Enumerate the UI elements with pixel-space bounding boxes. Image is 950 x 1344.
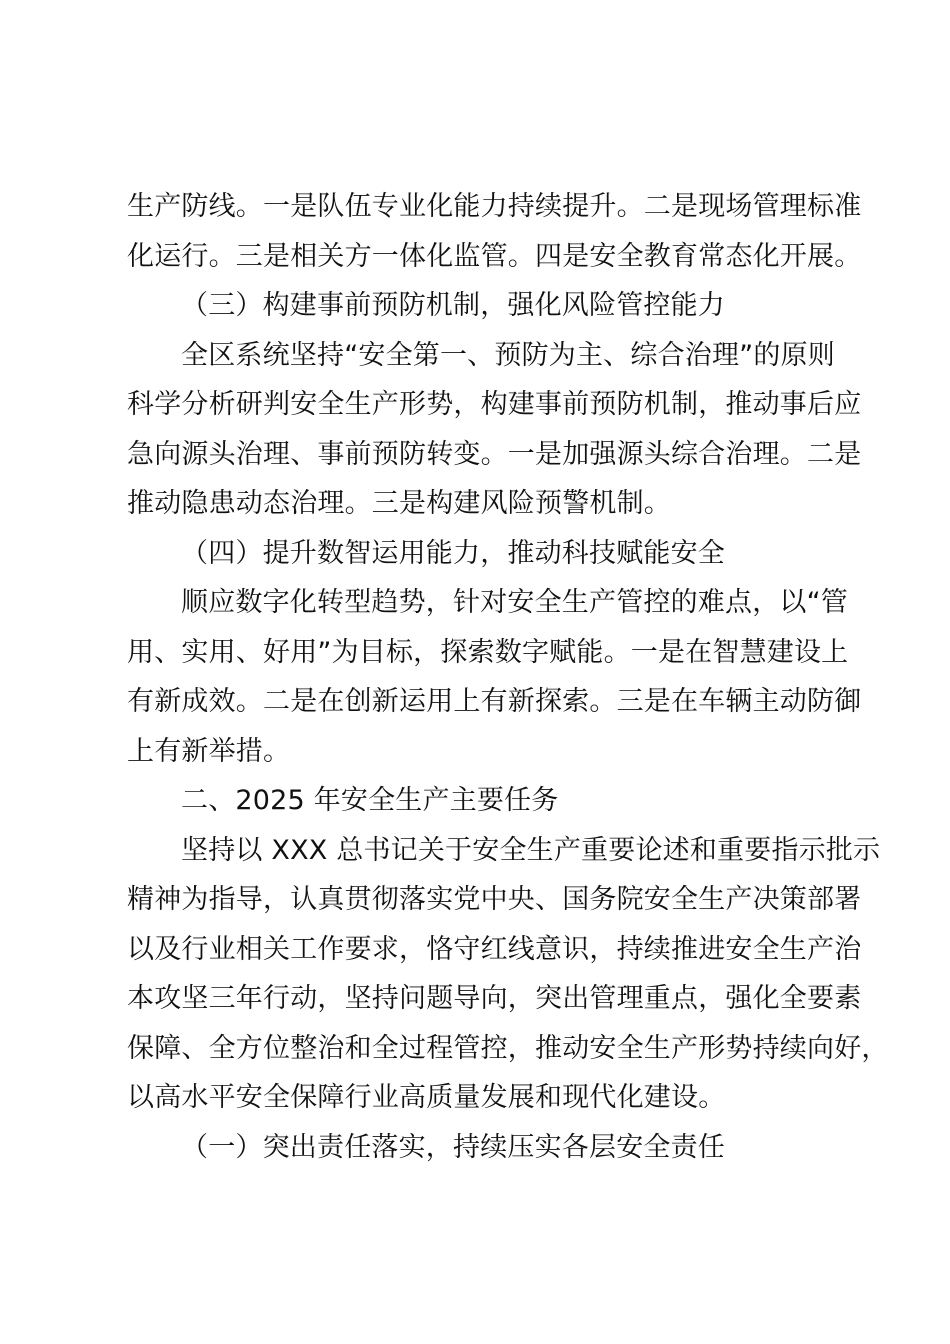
chapter-heading: 二、2025 年安全生产主要任务 xyxy=(181,785,559,816)
paragraph-first-line: 全区系统坚持“安全第一、预防为主、综合治理”的原则 xyxy=(181,339,835,371)
text-line: 用、实用、好用”为目标，探索数字赋能。一是在智慧建设上 xyxy=(127,636,849,668)
text-line: 以及行业相关工作要求，恪守红线意识，持续推进安全生产治 xyxy=(127,933,862,965)
text-line: 化运行。三是相关方一体化监管。四是安全教育常态化开展。 xyxy=(127,240,862,272)
text-line: 上有新举措。 xyxy=(127,735,291,767)
text-line: 本攻坚三年行动，坚持问题导向，突出管理重点，强化全要素 xyxy=(127,983,862,1014)
paragraph-first-line: 顺应数字化转型趋势，针对安全生产管控的难点，以“管 xyxy=(181,587,848,618)
section-heading: （四）提升数智运用能力，推动科技赋能安全 xyxy=(181,537,725,569)
text-line: 精神为指导，认真贯彻落实党中央、国务院安全生产决策部署 xyxy=(127,884,862,915)
document-body xyxy=(127,182,889,1172)
text-line: 生产防线。一是队伍专业化能力持续提升。二是现场管理标准 xyxy=(127,191,862,222)
text-line: 有新成效。二是在创新运用上有新探索。三是在车辆主动防御 xyxy=(127,686,862,717)
text-line: 推动隐患动态治理。三是构建风险预警机制。 xyxy=(127,488,671,519)
text-line: 保障、全方位整治和全过程管控，推动安全生产形势持续向好， xyxy=(127,1032,889,1064)
section-heading: （一）突出责任落实，持续压实各层安全责任 xyxy=(181,1131,725,1163)
text-line: 以高水平安全保障行业高质量发展和现代化建设。 xyxy=(127,1082,726,1113)
text-line: 急向源头治理、事前预防转变。一是加强源头综合治理。二是 xyxy=(127,438,862,470)
section-heading: （三）构建事前预防机制，强化风险管控能力 xyxy=(181,290,725,321)
text-line: 科学分析研判安全生产形势，构建事前预防机制，推动事后应 xyxy=(127,389,862,420)
paragraph-first-line: 坚持以 XXX 总书记关于安全生产重要论述和重要指示批示 xyxy=(181,834,881,866)
